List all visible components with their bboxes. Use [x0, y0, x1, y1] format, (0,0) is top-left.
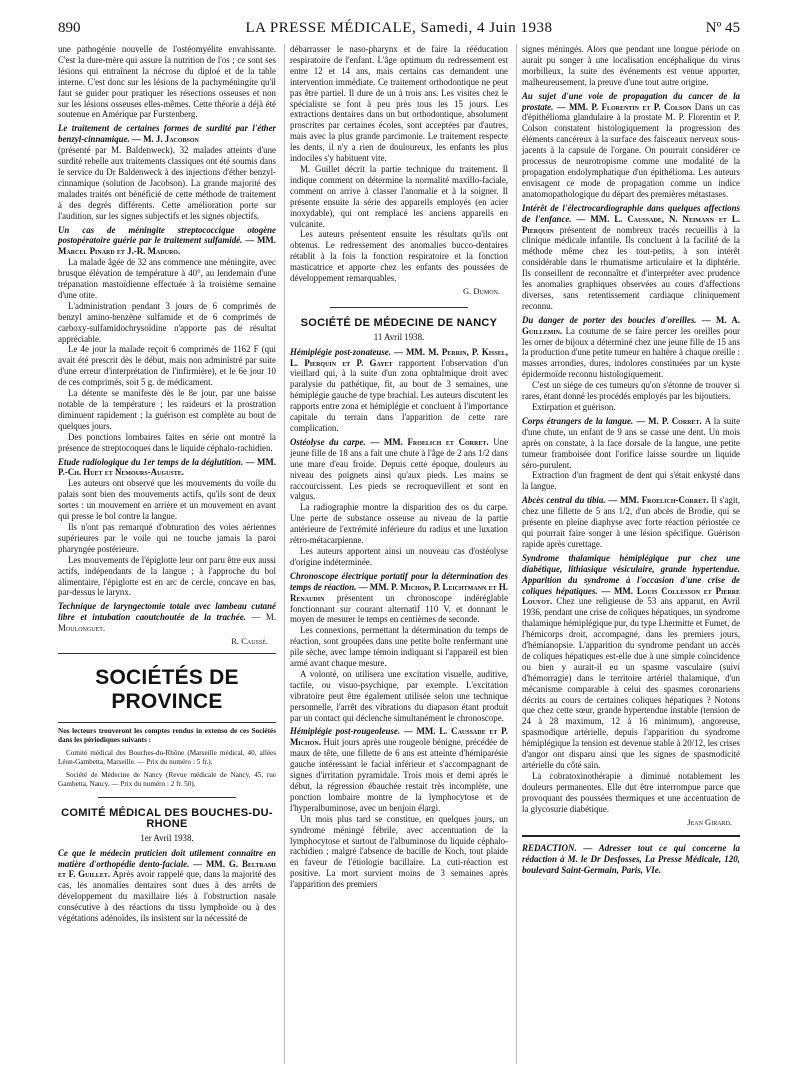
article-title: Ce que le médecin praticien doit utilement connaître en matière d'orthopédie dento-faciale. — MM. G. Beltrami et F. Guillet. Après avoir rappelé que, dans la majorité des cas, les anomalies dentaires sont dues à des arrêts de développement du maxillaire liés à l'obstruction nasale consécutive à des réactions du tissu lymphoïde ou à des végétations adénoïdes, ils insistent sur la nécessité de	[58, 847, 276, 924]
divider	[98, 797, 236, 798]
signature: R. Caussé.	[231, 636, 268, 647]
paragraph: Un mois plus tard se constitue, en quelques jours, un syndrome méningé fébrile, avec accentuation de la lymphocytose et surtout de l'albuminose du liquide céphalo-rachidien ; malgré l'absence de bacille de Koch, tout plaide en faveur de l'étiologie bacillaire. La cuti-réaction est positive. La mort survient moins de 3 semaines après l'apparition des premiers	[290, 813, 508, 890]
page-number: 890	[58, 20, 81, 36]
session-date: 11 Avril 1938.	[373, 331, 425, 342]
divider	[330, 307, 468, 308]
paragraph: La radiographie montre la disparition des os du carpe. Une perte de substance osseuse au niveau de la partie antérieure de l'extrémité inférieure du radius et une luxation rétro-métacarpienne.	[290, 502, 508, 546]
paragraph: Les auteurs ont observé que les mouvements du voile du palais sont bien des mouvements actifs, qu'ils sont de deux sortes : un mouvement en arrière et un mouvement en avant qui presse le bol contre la langue.	[58, 478, 276, 522]
article-authors: — MM. Froelich-Corret.	[608, 495, 709, 506]
article-title: Du danger de porter des boucles d'oreilles. — M. A. Guillemin. La coutume de se faire percer les oreilles pour les orner de bijoux a déterminé chez une jeune fille de 15 ans la production d'une petite tumeur en haltère à chaque oreille : masses arrondies, dures, indolores constituées par un kyste épidermoïde reconnu histologiquement.	[522, 314, 741, 380]
issue-number: Nº 45	[705, 20, 740, 36]
society-title: SOCIÉTÉ DE MÉDECINE DE NANCY	[300, 316, 498, 329]
column-1	[58, 44, 276, 924]
paragraph: Les connexions, permettant la détermination du temps de réaction, sont groupées dans une petite boîte renfermant une pile sèche, avec lampe témoin indiquant si l'appareil est bien armé avant chaque mesure.	[290, 625, 508, 669]
article-authors: — MM. Marcel Pinard et J.-R. Maduro.	[58, 235, 276, 257]
article-title: Abcès central du tibia. — MM. Froelich-Corret. Il s'agit, chez une fillette de 5 ans 1/2, d'un abcès de Brodie, qui se présente en pleine diaphyse avec forte réaction périostée ce qui pourrait faire songer à une lésion spécifique. Guérison rapide après curettage.	[522, 495, 740, 549]
article-title: Un cas de méningite streptococcique otogène postopératoire guérie par le traitement sulfamidé. — MM. Marcel Pinard et J.-R. Maduro.	[58, 224, 276, 257]
article-authors: — MM. L. Caussade et P. Michon.	[290, 726, 508, 748]
signature: G. Dumon.	[463, 285, 500, 296]
divider	[522, 835, 740, 837]
session-date: 1er Avril 1938.	[140, 832, 194, 843]
column-divider	[516, 44, 517, 1064]
paragraph: signes méningés. Alors que pendant une longue période on aurait pu songer à une localisation encéphalique du virus morbilleux, la suite des événements est venue apporter, malheureusement, la preuve d'une tout autre origine.	[522, 44, 740, 87]
section-title: SOCIÉTÉS DE PROVINCE	[95, 665, 239, 713]
article-authors: — MM. Louis Collesson et Pierre Louyot.	[522, 585, 741, 607]
notice-item: Comité médical des Bouches-du-Rhône (Marseille médical, 40, allées Léon-Gambetta, Marseille. — Prix du numéro : 5 fr.).	[58, 748, 276, 766]
article-authors: — MM. P.-Ch. Huet et Nemours-Auguste.	[58, 456, 276, 478]
article-title: Au sujet d'une voie de propagation du cancer de la prostate. — MM. P. Florentin et P. Colson Dans un cas d'épithélioma glandulaire à la prostate M. P. Florentin et P. Colson constatent histologiquement la progression des éléments cancéreux à la surface des faisceaux nerveux sous-jacents à la capsule de l'organe. On pourrait considérer ce processus de neurotropisme comme une modalité de la propagation endolymphatique d'un épithélioma. Les auteurs envisagent ce mode de propagation comme un indice anatomopathologique du départ des premières métastases.	[522, 90, 741, 199]
paragraph: M. Guillet décrit la partie technique du traitement. Il indique comment on détermine la normalité maxillo-faciale, comment on arrive à classer l'anomalie et à la soigner. Il présente ensuite la série des appareils employés (en acier inoxydable), qui ont remplacé les anciens appareils en vulcanite.	[290, 163, 508, 229]
paragraph: une pathogénie nouvelle de l'ostéomyélite envahissante. C'est la dure-mère qui assure la nutrition de l'os ; ce sont ses lésions qui entraînent la nécrose du diploé et de la table interne. C'est donc sur les lésions de la pachyméningite qu'il faut se guider pour pratiquer les résections osseuses et non sur les lésions osseuses elles-mêmes. Cette théorie a déjà été soutenue en Amérique par Furstenberg.	[58, 44, 276, 120]
page-header	[58, 20, 740, 40]
article-title: Chronoscope électrique portatif pour la détermination des temps de réaction. — MM. P. Michon, P. Leichtmann et H. Renaudin présentent un chronoscope indéréglable fonctionnant sur courant alternatif 110 V. et donnant le moyen de mesurer le temps en centièmes de seconde.	[290, 570, 509, 625]
redaction-notice: REDACTION. — Adresser tout ce qui concerne la rédaction à M. le Dr Desfosses, La Presse Médicale, 120, boulevard Saint-Germain, Paris, VIe.	[522, 843, 740, 876]
notice-lead: Nos lecteurs trouveront les comptes rendus in extenso de ces Sociétés dans les périodiques suivants :	[58, 726, 276, 744]
paragraph: C'est un siège de ces tumeurs qu'on s'étonne de trouver si rares, étant donné les procédés employés par les bijoutiers.	[522, 380, 740, 402]
article-title: Corps étrangers de la langue. — M. P. Corret. A la suite d'une chute, un enfant de 9 ans se casse une dent. Un mois après on constate, à la face dorsale de la langue, une petite tumeur framboisée dont l'orifice laisse sourdre un liquide séro-purulent.	[522, 415, 741, 470]
paragraph: Des ponctions lombaires faites en série ont montré la présence de streptocoques dans le liquide céphalo-rachidien.	[58, 431, 276, 453]
journal-title: LA PRESSE MÉDICALE, Samedi, 4 Juin 1938	[245, 20, 553, 36]
paragraph: Les mouvements de l'épiglotte leur ont paru être eux aussi actifs, indépendants de la langue ; à l'approche du bol alimentaire, l'épiglotte est en arc de cercle, concave en bas, par-dessus le larynx.	[58, 554, 276, 598]
article-authors: — M. J. Jacobson	[131, 134, 199, 145]
paragraph: Le 4e jour la malade reçoit 6 comprimés de 1162 F (qui avait été prescrit dès le début, mais non administré par suite d'une erreur d'interprétation de l'infirmière), et le 6e jour 10 de ces comprimés, soit 5 g. de médicament.	[58, 344, 276, 388]
paragraph: (présenté par M. Baldenweck). 32 malades atteints d'une surdité rebelle aux traitements classiques ont été soumis dans le service du Dr Baldenweck à des injections d'éther benzyl-cinnamique (solution de Jacobson). La grande majorité des malades traités ont bénéficié de cette méthode de traitement à des degrés différents. Cette amélioration porte sur l'audition, sur les signes subjectifs et les signes objectifs.	[58, 145, 276, 221]
paragraph: Les auteurs apportent ainsi un nouveau cas d'ostéolyse d'origine indéterminée.	[290, 545, 508, 567]
signature: Jean Girard.	[687, 816, 732, 827]
article-title: Intérêt de l'électrocardiographie dans quelques affections de l'enfance. — MM. L. Caussade, N. Neimann et L. Pierquin présentent de nombreux tracés recueillis à la clinique médicale infantile. Ils concluent à la facilité de la méthode même chez les tout-petits, à son intérêt considérable dans le rhumatisme articulaire et la diphtérie. Ils conseillent de reconnaître et d'interpréter avec prudence les anomalies graphiques observées au cours d'affections diverses, sans retentissement cardiaque cliniquement reconnu.	[522, 202, 740, 311]
column-divider	[284, 44, 285, 1064]
article-title: Syndrome thalamique hémiplégique pur chez une diabétique, lithiasique vésiculaire, grande hypertendue. Apparition du syndrome à l'occasion d'une crise de coliques hépatiques. — MM. Louis Collesson et Pierre Louyot. Chez une religieuse de 53 ans apparut, en Avril 1936, pendant une crise de coliques hépatiques, un syndrome thalamique hémiplégique pur, du type Lhermitte et Fumet, de l'hémicorps droit, accompagné, dans les premiers jours, d'hémianopsie. L'apparition du syndrome pendant un accès de coliques hépatiques est-elle due à une simple coïncidence ou bien y aurait-il eu un spasme vasculaire (suivi d'hémorragie) dans le territoire artériel thalamique, d'un mécanisme comparable à celui des spasmes coronariens décrits au cours de certaines coliques hépatiques ? Notons que chez cette sœur, grande hypertendue instable (tension de 24 à 28 maximum, 12 à 16 minimum), angoreuse, spasmodique artérielle, depuis l'apparition du syndrome hémiplégique la tension est devenue stable à 20/12, les crises d'angor ont disparu ainsi que les signes de spasmodicité artérielle du côté sain.	[522, 552, 741, 770]
article-authors: — MM. L. Caussade, N. Neimann et L. Pierquin	[522, 213, 740, 235]
article-authors: — M. P. Corret.	[636, 415, 702, 426]
paragraph: débarrasser le naso-pharynx et de faire la rééducation respiratoire de l'enfant. L'âge optimum du redressement est entre 12 et 14 ans, mais certains cas demandent une intervention immédiate. Ce traitement orthodontique ne peut pas être partiel. Il dure de un à trois ans. Les visites chez le spécialiste se font à peu près tous les 15 jours. Les extractions dentaires dans un but orthodontique, absolument proscrites par certaines écoles, sont acceptées par d'autres, mais avec la plus grande parcimonie. Le traitement respecte les dents, il n'y a rien de douloureux, les enfants les plus indociles s'y habituent vite.	[290, 44, 508, 164]
column-2	[290, 44, 508, 890]
divider	[58, 653, 276, 654]
article-title: Etude radiologique du 1er temps de la déglutition. — MM. P.-Ch. Huet et Nemours-Auguste.	[58, 456, 276, 478]
paragraph: La cobratoxinothérapie a diminué notablement les douleurs permanentes. Elle dut être interrompue parce que provoquant des poussées thermiques et une accentuation de la glycosurie diabétique.	[522, 770, 740, 814]
column-3	[522, 44, 740, 885]
divider	[58, 722, 276, 723]
society-title: COMITÉ MÉDICAL DES BOUCHES-DU-RHONE	[61, 806, 273, 830]
article-title: Le traitement de certaines formes de surdité par l'éther benzyl-cinnamique. — M. J. Jacobson	[58, 123, 276, 145]
article-title: Ostéolyse du carpe. — MM. Froelich et Corret. Une jeune fille de 18 ans a fait une chute à l'âge de 2 ans 1/2 dans une mare d'eau froide. Depuis cette époque, douleurs au niveau des poignets ainsi qu'aux pieds. Les mains se raccourcissent. Les pieds se recroquevillent et sont en valgus.	[290, 436, 509, 502]
article-authors: — MM. G. Beltrami et F. Guillet.	[58, 858, 276, 880]
paragraph: Les auteurs présentent ensuite les résultats qu'ils ont obtenus. Le redressement des anomalies bucco-dentaires rétablit à la fois la fonction respiratoire et la fonction masticatrice et apporte chez les enfants des poussées de développement remarquables.	[290, 229, 508, 284]
paragraph: Ils n'ont pas remarqué d'obturation des voies aériennes supérieures par le voile qui ne touche jamais la paroi pharyngée postérieure.	[58, 521, 276, 554]
article-title: Hémiplégie post-rougeoleuse. — MM. L. Caussade et P. Michon. Huit jours après une rougeole bénigne, précédée de maux de tête, une fillette de 6 ans est atteinte d'hémiparésie gauche intéressant le facial inférieur et s'accompagnant de signes d'irritation pyramidale. Trois mois et demi après le début, la régression ébauchée restait très incomplète, une ponction lombaire montre de la lymphocytose et de l'hyperalbuminose, avec un benjoin élargi.	[290, 726, 508, 813]
paragraph: Extirpation et guérison.	[532, 402, 616, 412]
article-authors: — M. Moulonguet.	[58, 612, 276, 634]
paragraph: A volonté, on utilisera une excitation visuelle, auditive, tactile, ou visuo-psychique, par exemple. L'excitation vibratoire peut être également utilisée selon une technique personnelle, l'arrêt des vibrations du diapason étant produit par un contact qui déclenche simultanément le chronoscope.	[290, 668, 508, 723]
article-title: Technique de laryngectomie totale avec lambeau cutané libre et intubation caoutchoutée de la trachée. — M. Moulonguet.	[58, 601, 276, 634]
paragraph: Extraction d'un fragment de dent qui s'était enkysté dans la langue.	[522, 470, 740, 492]
article-title: Hémiplégie post-zonateuse. — MM. M. Perrin, P. Kissel, L. Pierquin et P. Gayet rapportent l'observation d'un vieillard qui, à la suite d'un zona ophtalmique droit avec paralysie du pathétique, fit, au bout de 3 semaines, une hémiplégie gauche de type brachial. Les auteurs discutent les rapports entre zona et hémiplégie et concluent à l'importance capitale du terrain dans l'apparition de cette rare complication.	[290, 346, 509, 433]
article-authors: — MM. Froelich et Corret.	[370, 436, 489, 447]
article-authors: — MM. M. Perrin, P. Kissel, L. Pierquin et P. Gayet	[290, 346, 508, 368]
notice-item: Société de Médecine de Nancy (Revue médicale de Nancy, 45, rue Gambetta, Nancy. — Prix du numéro : 2 fr. 50).	[58, 770, 276, 788]
article-authors: — MM. P. Florentin et P. Colson	[556, 101, 692, 112]
paragraph: La détente se manifeste dès le 8e jour, par une baisse notable de la température ; les raideurs et la prostration diminuent rapidement ; la guérison est complète au bout de quelques jours.	[58, 388, 276, 431]
paragraph: La malade âgée de 32 ans commence une méningite, avec brusque élévation de température à 40°, au lendemain d'une trépanation mastoïdienne effectuée à la troisième semaine d'une otite.	[58, 257, 276, 300]
article-authors: — M. A. Guillemin.	[522, 314, 741, 336]
paragraph: L'administration pendant 3 jours de 6 comprimés de benzyl amino-benzène sulfamide et de 6 comprimés de carboxy-sulfamidochrysoïdine n'apporte pas de résultat appréciable.	[58, 300, 276, 344]
article-authors: — MM. P. Michon, P. Leichtmann et H. Renaudin	[290, 581, 508, 603]
